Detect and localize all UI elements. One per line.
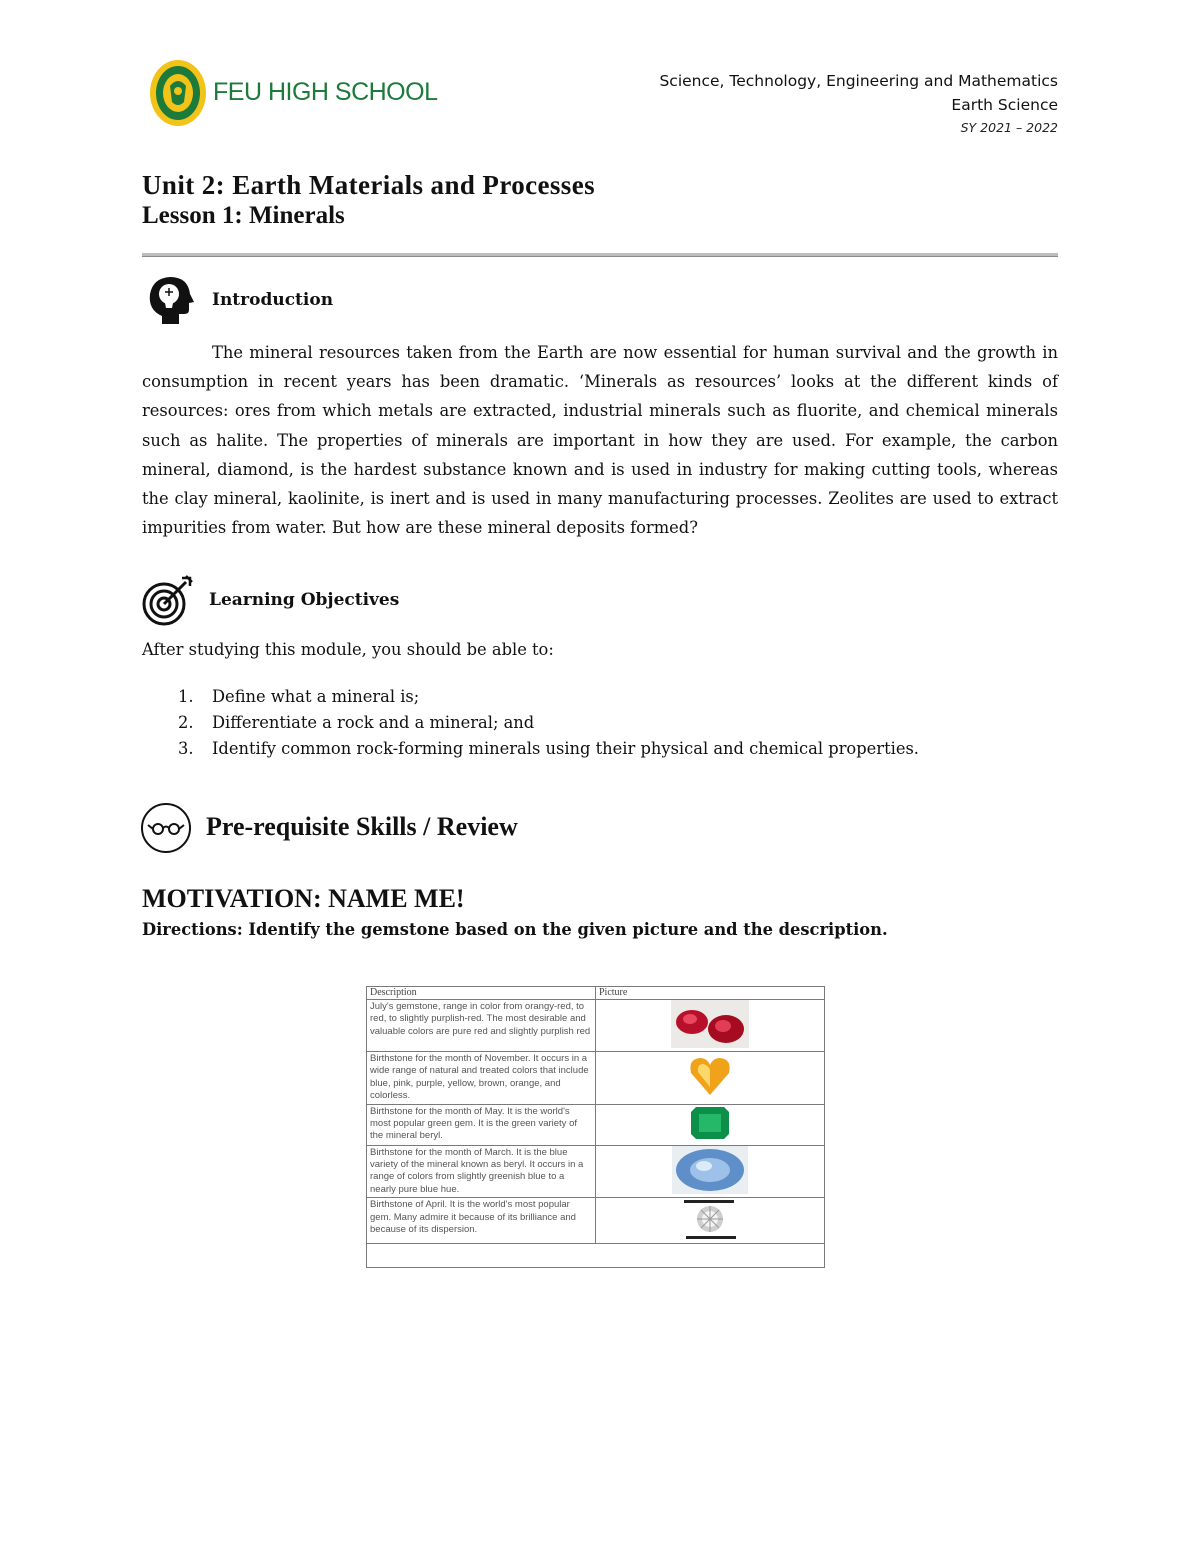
objectives-list <box>142 686 919 764</box>
gem-description: Birthstone for the month of March. It is the blue variety of the mineral known as beryl. It occurs in a range of colors from slightly greenish blue to a nearly pure blue hue. <box>367 1145 596 1198</box>
gem-picture-cell <box>596 1198 825 1244</box>
gem-picture-cell <box>596 1104 825 1145</box>
gem-picture-cell <box>596 1145 825 1198</box>
motivation-heading: MOTIVATION: NAME ME! <box>142 884 465 913</box>
list-item-text: Define what a mineral is; <box>212 687 420 706</box>
prerequisite-heading: Pre-requisite Skills / Review <box>206 812 518 841</box>
objectives-intro: After studying this module, you should be able to: <box>142 640 554 659</box>
introduction-heading: Introduction <box>212 290 334 310</box>
table-row <box>367 1000 825 1052</box>
emerald-image <box>690 1106 730 1140</box>
program-label: Science, Technology, Engineering and Mathematics <box>659 72 1058 90</box>
gem-picture-cell <box>596 1052 825 1105</box>
column-header-description: Description <box>367 987 596 1000</box>
lesson-title: Lesson 1: Minerals <box>142 202 345 229</box>
aquamarine-image <box>672 1146 748 1194</box>
gem-description: July's gemstone, range in color from orangy-red, to red, to slightly purplish-red. The most desirable and valuable colors are pure red and slightly purplish red <box>367 1000 596 1052</box>
subject-label: Earth Science <box>951 96 1058 114</box>
introduction-paragraph: The mineral resources taken from the Earth are now essential for human survival and the growth in consumption in recent years has been dramatic. ‘Minerals as resources’ looks at the different kinds of resources: ores from which metals are extracted, industrial minerals such as fluorite, and chemical minerals such as halite. The properties of minerals are important in how they are used. For example, the carbon mineral, diamond, is the hardest substance known and is used in industry for making cutting tools, whereas the clay mineral, kaolinite, is inert and is used in many manufacturing processes. Zeolites are used to extract impurities from water. But how are these mineral deposits formed? <box>142 343 1058 538</box>
list-item-text: Differentiate a rock and a mineral; and <box>212 713 535 732</box>
table-row-empty <box>367 1244 825 1268</box>
school-year-label: SY 2021 – 2022 <box>960 120 1058 135</box>
list-number: 2. <box>178 713 194 732</box>
gem-picture-cell <box>596 1000 825 1052</box>
table-row <box>367 1052 825 1105</box>
title-divider <box>142 253 1058 257</box>
gem-description: Birthstone for the month of May. It is the world's most popular green gem. It is the green variety of the mineral beryl. <box>367 1104 596 1145</box>
school-logo-icon <box>148 58 208 128</box>
table-row <box>367 1104 825 1145</box>
table-row <box>367 1198 825 1244</box>
directions-text: Directions: Identify the gemstone based on the given picture and the description. <box>142 920 888 939</box>
list-item <box>142 686 919 712</box>
ruby-gems-image <box>671 1000 749 1048</box>
topaz-heart-image <box>688 1055 732 1097</box>
list-item-text: Identify common rock-forming minerals using their physical and chemical properties. <box>212 739 919 758</box>
gem-description: Birthstone for the month of November. It occurs in a wide range of natural and treated colors that include blue, pink, purple, yellow, brown, orange, and colorless. <box>367 1052 596 1105</box>
list-item <box>142 738 919 764</box>
gem-description: Birthstone of April. It is the world's most popular gem. Many admire it because of its brilliance and because of its dispersion. <box>367 1198 596 1244</box>
gemstone-table <box>366 986 825 1268</box>
learning-objectives-heading: Learning Objectives <box>209 590 400 610</box>
list-number: 1. <box>178 687 194 706</box>
diamond-image <box>682 1198 738 1240</box>
head-lightbulb-icon <box>142 272 198 328</box>
unit-title: Unit 2: Earth Materials and Processes <box>142 170 595 200</box>
school-name: FEU HIGH SCHOOL <box>213 78 438 106</box>
glasses-icon <box>140 802 192 854</box>
target-arrow-icon <box>140 574 194 628</box>
table-header-row <box>367 987 825 1000</box>
list-number: 3. <box>178 739 194 758</box>
table-row <box>367 1145 825 1198</box>
column-header-picture: Picture <box>596 987 825 1000</box>
list-item <box>142 712 919 738</box>
empty-cell <box>367 1244 825 1268</box>
